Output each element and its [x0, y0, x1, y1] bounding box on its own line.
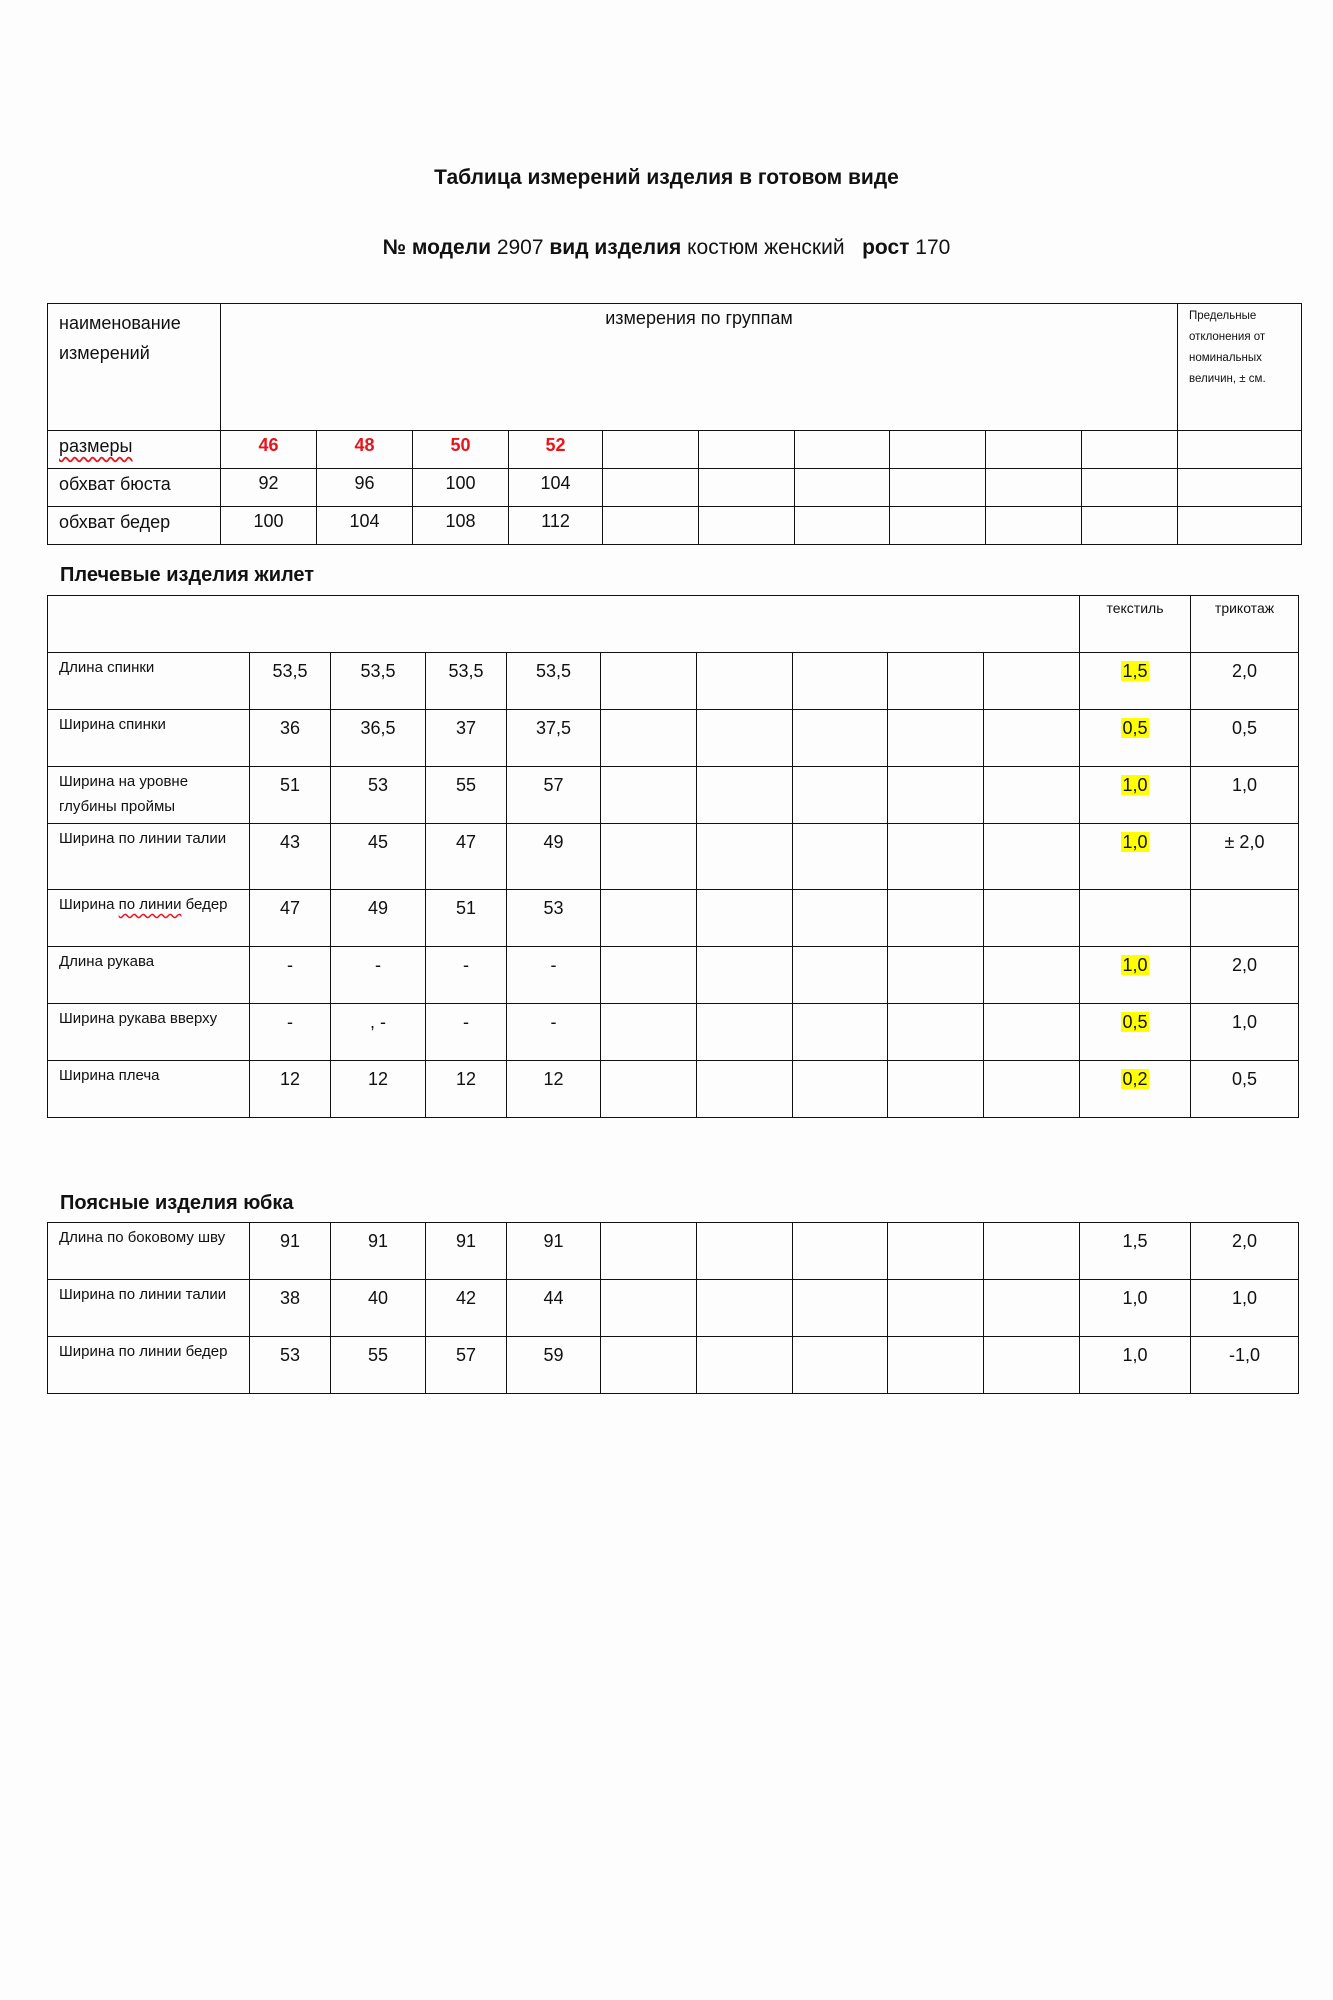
empty-cell	[986, 469, 1082, 507]
value-cell: -	[426, 947, 507, 1004]
height-value: 170	[915, 236, 951, 259]
textile-tolerance: 1,0	[1080, 1337, 1191, 1394]
empty-cell	[793, 653, 888, 710]
size-cell: 46	[221, 431, 317, 469]
empty-cell	[793, 710, 888, 767]
value-cell: 36	[250, 710, 331, 767]
empty-cell	[699, 507, 795, 545]
empty-cell	[793, 767, 888, 824]
textile-tolerance: 0,5	[1080, 710, 1191, 767]
empty-cell	[1178, 507, 1302, 545]
value-cell: 12	[507, 1061, 601, 1118]
knit-tolerance: -1,0	[1191, 1337, 1299, 1394]
empty-cell	[890, 507, 986, 545]
model-value: 2907	[496, 236, 544, 259]
value-cell: 91	[507, 1223, 601, 1280]
empty-cell	[984, 767, 1080, 824]
textile-tolerance	[1080, 890, 1191, 947]
empty-cell	[697, 1337, 793, 1394]
value-cell: 12	[250, 1061, 331, 1118]
name-header: наименование измерений	[48, 304, 221, 431]
value-cell: 108	[413, 507, 509, 545]
height-label: рост	[862, 236, 910, 259]
value-cell: 53,5	[507, 653, 601, 710]
table-row	[48, 1004, 1299, 1061]
vest-table	[47, 595, 1299, 1118]
empty-cell	[888, 1337, 984, 1394]
empty-cell	[888, 653, 984, 710]
table-row	[48, 947, 1299, 1004]
empty-cell	[603, 507, 699, 545]
value-cell: 55	[331, 1337, 426, 1394]
value-cell: 112	[509, 507, 603, 545]
knit-tolerance: 2,0	[1191, 1223, 1299, 1280]
empty-cell	[984, 1280, 1080, 1337]
value-cell: 53,5	[331, 653, 426, 710]
value-cell: 53,5	[250, 653, 331, 710]
empty-cell	[603, 431, 699, 469]
empty-cell	[601, 1061, 697, 1118]
row-label: Длина рукава	[48, 947, 250, 1004]
empty-cell	[603, 469, 699, 507]
value-cell: 53,5	[426, 653, 507, 710]
value-cell: 53	[250, 1337, 331, 1394]
size-cell: 50	[413, 431, 509, 469]
empty-cell	[793, 1004, 888, 1061]
empty-cell	[986, 431, 1082, 469]
skirt-section-title: Поясные изделия юбка	[60, 1192, 294, 1214]
value-cell: 100	[413, 469, 509, 507]
value-cell: 37	[426, 710, 507, 767]
textile-tolerance: 1,0	[1080, 947, 1191, 1004]
value-cell: 57	[507, 767, 601, 824]
value-cell: -	[426, 1004, 507, 1061]
empty-cell	[888, 890, 984, 947]
empty-cell	[793, 1061, 888, 1118]
textile-header: текстиль	[1080, 596, 1191, 653]
table-row	[48, 1337, 1299, 1394]
empty-cell	[986, 507, 1082, 545]
value-cell: 53	[507, 890, 601, 947]
row-label: Ширина спинки	[48, 710, 250, 767]
empty-cell	[793, 890, 888, 947]
row-label: обхват бедер	[48, 507, 221, 545]
value-cell: 57	[426, 1337, 507, 1394]
value-cell: -	[250, 947, 331, 1004]
value-cell: 51	[250, 767, 331, 824]
empty-cell	[888, 710, 984, 767]
empty-cell	[888, 824, 984, 890]
value-cell: 36,5	[331, 710, 426, 767]
empty-cell	[601, 947, 697, 1004]
empty-cell	[984, 1337, 1080, 1394]
knit-tolerance: 0,5	[1191, 1061, 1299, 1118]
value-cell: 55	[426, 767, 507, 824]
tolerance-header: Предельные отклонения от номинальных величин, ± см.	[1178, 304, 1302, 431]
empty-cell	[1082, 507, 1178, 545]
table-row	[48, 767, 1299, 824]
empty-cell	[697, 1280, 793, 1337]
size-cell: 52	[509, 431, 603, 469]
model-line	[0, 236, 1333, 260]
row-label: Ширина по линии бедер	[48, 890, 250, 947]
value-cell: 42	[426, 1280, 507, 1337]
value-cell: 91	[426, 1223, 507, 1280]
empty-cell	[890, 469, 986, 507]
textile-tolerance: 1,5	[1080, 1223, 1191, 1280]
sizes-label: размеры	[48, 431, 221, 469]
empty-cell	[1082, 469, 1178, 507]
empty-cell	[601, 710, 697, 767]
table-row	[48, 824, 1299, 890]
empty-cell	[697, 767, 793, 824]
textile-tolerance: 1,0	[1080, 824, 1191, 890]
value-cell: 49	[331, 890, 426, 947]
table-row	[48, 1280, 1299, 1337]
value-cell: 91	[331, 1223, 426, 1280]
value-cell: -	[507, 947, 601, 1004]
knit-tolerance: 2,0	[1191, 653, 1299, 710]
empty-cell	[890, 431, 986, 469]
textile-tolerance: 1,5	[1080, 653, 1191, 710]
empty-cell	[699, 431, 795, 469]
knit-tolerance: 1,0	[1191, 767, 1299, 824]
empty-cell	[984, 710, 1080, 767]
vest-section-title: Плечевые изделия жилет	[60, 564, 315, 586]
empty-cell	[793, 824, 888, 890]
empty-cell	[601, 767, 697, 824]
empty-cell	[601, 653, 697, 710]
value-cell: 43	[250, 824, 331, 890]
empty-cell	[888, 1004, 984, 1061]
empty-cell	[601, 1004, 697, 1061]
value-cell: 47	[426, 824, 507, 890]
empty-cell	[697, 710, 793, 767]
empty-cell	[697, 947, 793, 1004]
groups-header: измерения по группам	[221, 304, 1178, 431]
knit-tolerance	[1191, 890, 1299, 947]
table-row	[48, 1061, 1299, 1118]
empty-cell	[984, 1061, 1080, 1118]
textile-tolerance: 1,0	[1080, 767, 1191, 824]
empty-cell	[984, 947, 1080, 1004]
empty-cell	[699, 469, 795, 507]
row-label: Ширина по линии бедер	[48, 1337, 250, 1394]
empty-cell	[601, 1337, 697, 1394]
value-cell: 38	[250, 1280, 331, 1337]
empty-cell	[697, 1061, 793, 1118]
knit-tolerance: 2,0	[1191, 947, 1299, 1004]
table-row	[48, 653, 1299, 710]
table-row	[48, 710, 1299, 767]
value-cell: 53	[331, 767, 426, 824]
row-label: Длина спинки	[48, 653, 250, 710]
empty-cell	[795, 431, 890, 469]
value-cell: 49	[507, 824, 601, 890]
value-cell: -	[507, 1004, 601, 1061]
value-cell: -	[250, 1004, 331, 1061]
row-label: Длина по боковому шву	[48, 1223, 250, 1280]
textile-tolerance: 0,5	[1080, 1004, 1191, 1061]
empty-cell	[795, 507, 890, 545]
empty-cell	[601, 824, 697, 890]
textile-tolerance: 1,0	[1080, 1280, 1191, 1337]
empty-cell	[1082, 431, 1178, 469]
row-label: Ширина по линии талии	[48, 1280, 250, 1337]
empty-cell	[984, 653, 1080, 710]
empty-cell	[793, 1223, 888, 1280]
value-cell: 44	[507, 1280, 601, 1337]
main-measurements-table	[47, 303, 1302, 545]
value-cell: 37,5	[507, 710, 601, 767]
value-cell: 59	[507, 1337, 601, 1394]
empty-cell	[984, 890, 1080, 947]
kind-label: вид изделия	[549, 236, 682, 259]
knit-tolerance: 0,5	[1191, 710, 1299, 767]
value-cell: 96	[317, 469, 413, 507]
skirt-table	[47, 1222, 1299, 1394]
knit-tolerance: ± 2,0	[1191, 824, 1299, 890]
value-cell: 12	[331, 1061, 426, 1118]
value-cell: 100	[221, 507, 317, 545]
size-cell: 48	[317, 431, 413, 469]
value-cell: 91	[250, 1223, 331, 1280]
model-label: № модели	[382, 236, 491, 259]
empty-cell	[697, 890, 793, 947]
empty-cell	[697, 1004, 793, 1061]
value-cell: 45	[331, 824, 426, 890]
value-cell: , -	[331, 1004, 426, 1061]
empty-cell	[697, 824, 793, 890]
empty-cell	[888, 1223, 984, 1280]
empty-cell	[984, 1223, 1080, 1280]
table-row	[48, 1223, 1299, 1280]
empty-cell	[793, 1280, 888, 1337]
empty-cell	[888, 1280, 984, 1337]
empty-cell	[795, 469, 890, 507]
value-cell: 51	[426, 890, 507, 947]
value-cell: -	[331, 947, 426, 1004]
empty-cell	[888, 947, 984, 1004]
empty-cell	[984, 1004, 1080, 1061]
page-title: Таблица измерений изделия в готовом виде	[434, 166, 899, 189]
row-label: Ширина на уровне глубины проймы	[48, 767, 250, 824]
knit-tolerance: 1,0	[1191, 1280, 1299, 1337]
textile-tolerance: 0,2	[1080, 1061, 1191, 1118]
empty-cell	[1178, 431, 1302, 469]
empty-cell	[793, 947, 888, 1004]
empty-cell	[888, 767, 984, 824]
empty-cell	[601, 1223, 697, 1280]
value-cell: 12	[426, 1061, 507, 1118]
value-cell: 104	[317, 507, 413, 545]
empty-cell	[601, 1280, 697, 1337]
value-cell: 40	[331, 1280, 426, 1337]
empty-cell	[888, 1061, 984, 1118]
empty-cell	[697, 1223, 793, 1280]
value-cell: 47	[250, 890, 331, 947]
row-label: Ширина плеча	[48, 1061, 250, 1118]
empty-cell	[601, 890, 697, 947]
empty-cell	[793, 1337, 888, 1394]
empty-cell	[697, 653, 793, 710]
value-cell: 92	[221, 469, 317, 507]
empty-cell	[1178, 469, 1302, 507]
row-label: обхват бюста	[48, 469, 221, 507]
row-label: Ширина рукава вверху	[48, 1004, 250, 1061]
value-cell: 104	[509, 469, 603, 507]
knit-tolerance: 1,0	[1191, 1004, 1299, 1061]
vest-header-blank	[48, 596, 1080, 653]
row-label: Ширина по линии талии	[48, 824, 250, 890]
table-row	[48, 890, 1299, 947]
kind-value: костюм женский	[687, 236, 845, 259]
empty-cell	[984, 824, 1080, 890]
knit-header: трикотаж	[1191, 596, 1299, 653]
